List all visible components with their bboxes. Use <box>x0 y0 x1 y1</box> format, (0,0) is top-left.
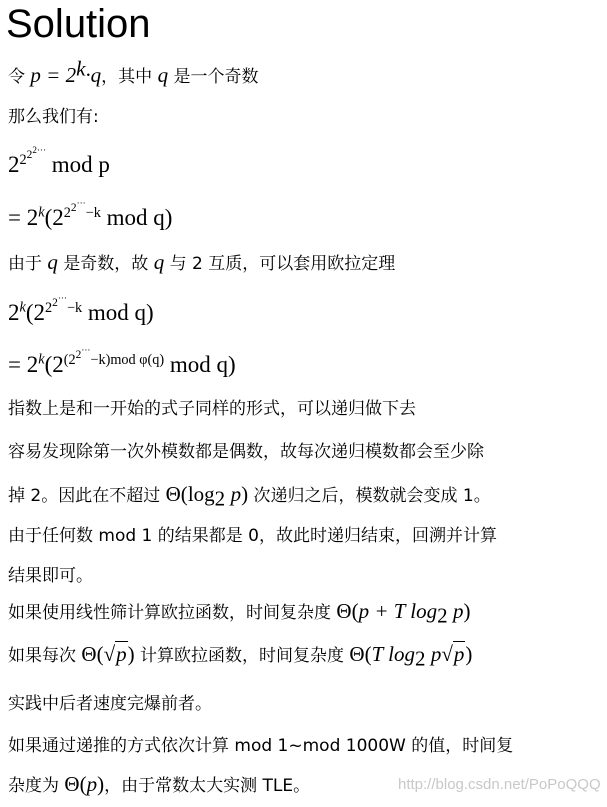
tle-line: 杂度为 Θ(p)，由于常数太大实测 TLE。 <box>8 772 311 796</box>
page-title: Solution <box>6 2 151 46</box>
even-modulus-line: 容易发现除第一次外模数都是偶数，故每次递归模数都会至少除 <box>8 442 484 462</box>
definition-line: 令 $p = 2^k\cdot q$，其中 q 是一个奇数 <box>8 56 259 87</box>
coprime-line: 由于 q 是奇数，故 q 与 2 互质，可以套用欧拉定理 <box>8 250 396 274</box>
recursion-line: 指数上是和一开始的式子同样的形式，可以递归做下去 <box>8 399 416 419</box>
intro-line: 那么我们有: <box>8 107 99 127</box>
watermark: http://blog.csdn.net/PoPoQQQ <box>398 776 601 793</box>
sieve-complexity-line: 如果使用线性筛计算欧拉函数，时间复杂度 Θ(p + T $\log_2 p$) <box>8 599 471 628</box>
mod-one-line: 由于任何数 mod 1 的结果都是 0，故此时递归结束，回溯并计算 <box>8 526 497 546</box>
recurrence-line: 如果通过递推的方式依次计算 mod 1~mod 1000W 的值，时间复 <box>8 736 514 756</box>
depth-line: 掉 2。因此在不超过 $\Theta(\log_2$ p) 次递归之后，模数就会变成 1。 <box>8 482 491 511</box>
practice-line: 实践中后者速度完爆前者。 <box>8 694 212 714</box>
formula-split: = $2^k(2^{2^{2^{\cdot\cdot\cdot}}-k}$ mod q) <box>8 198 173 231</box>
sqrt-complexity-line: 如果每次 Θ(√p) 计算欧拉函数，时间复杂度 Θ(T $\log_2 p√p$) <box>8 642 473 671</box>
formula-tower-mod-p: $2^{2^{2^{2\cdot\cdot\cdot}}}$ mod p <box>8 145 110 178</box>
formula-euler-before: $2^k(2^{2^{2^{\cdot\cdot\cdot}}-k}$ mod q) <box>8 293 154 326</box>
formula-euler-after: = $2^k(2^{(2^{2^{\cdot\cdot\cdot}}-k)mod \varphi(q)}$ mod q) <box>8 345 236 378</box>
result-line: 结果即可。 <box>8 566 93 586</box>
